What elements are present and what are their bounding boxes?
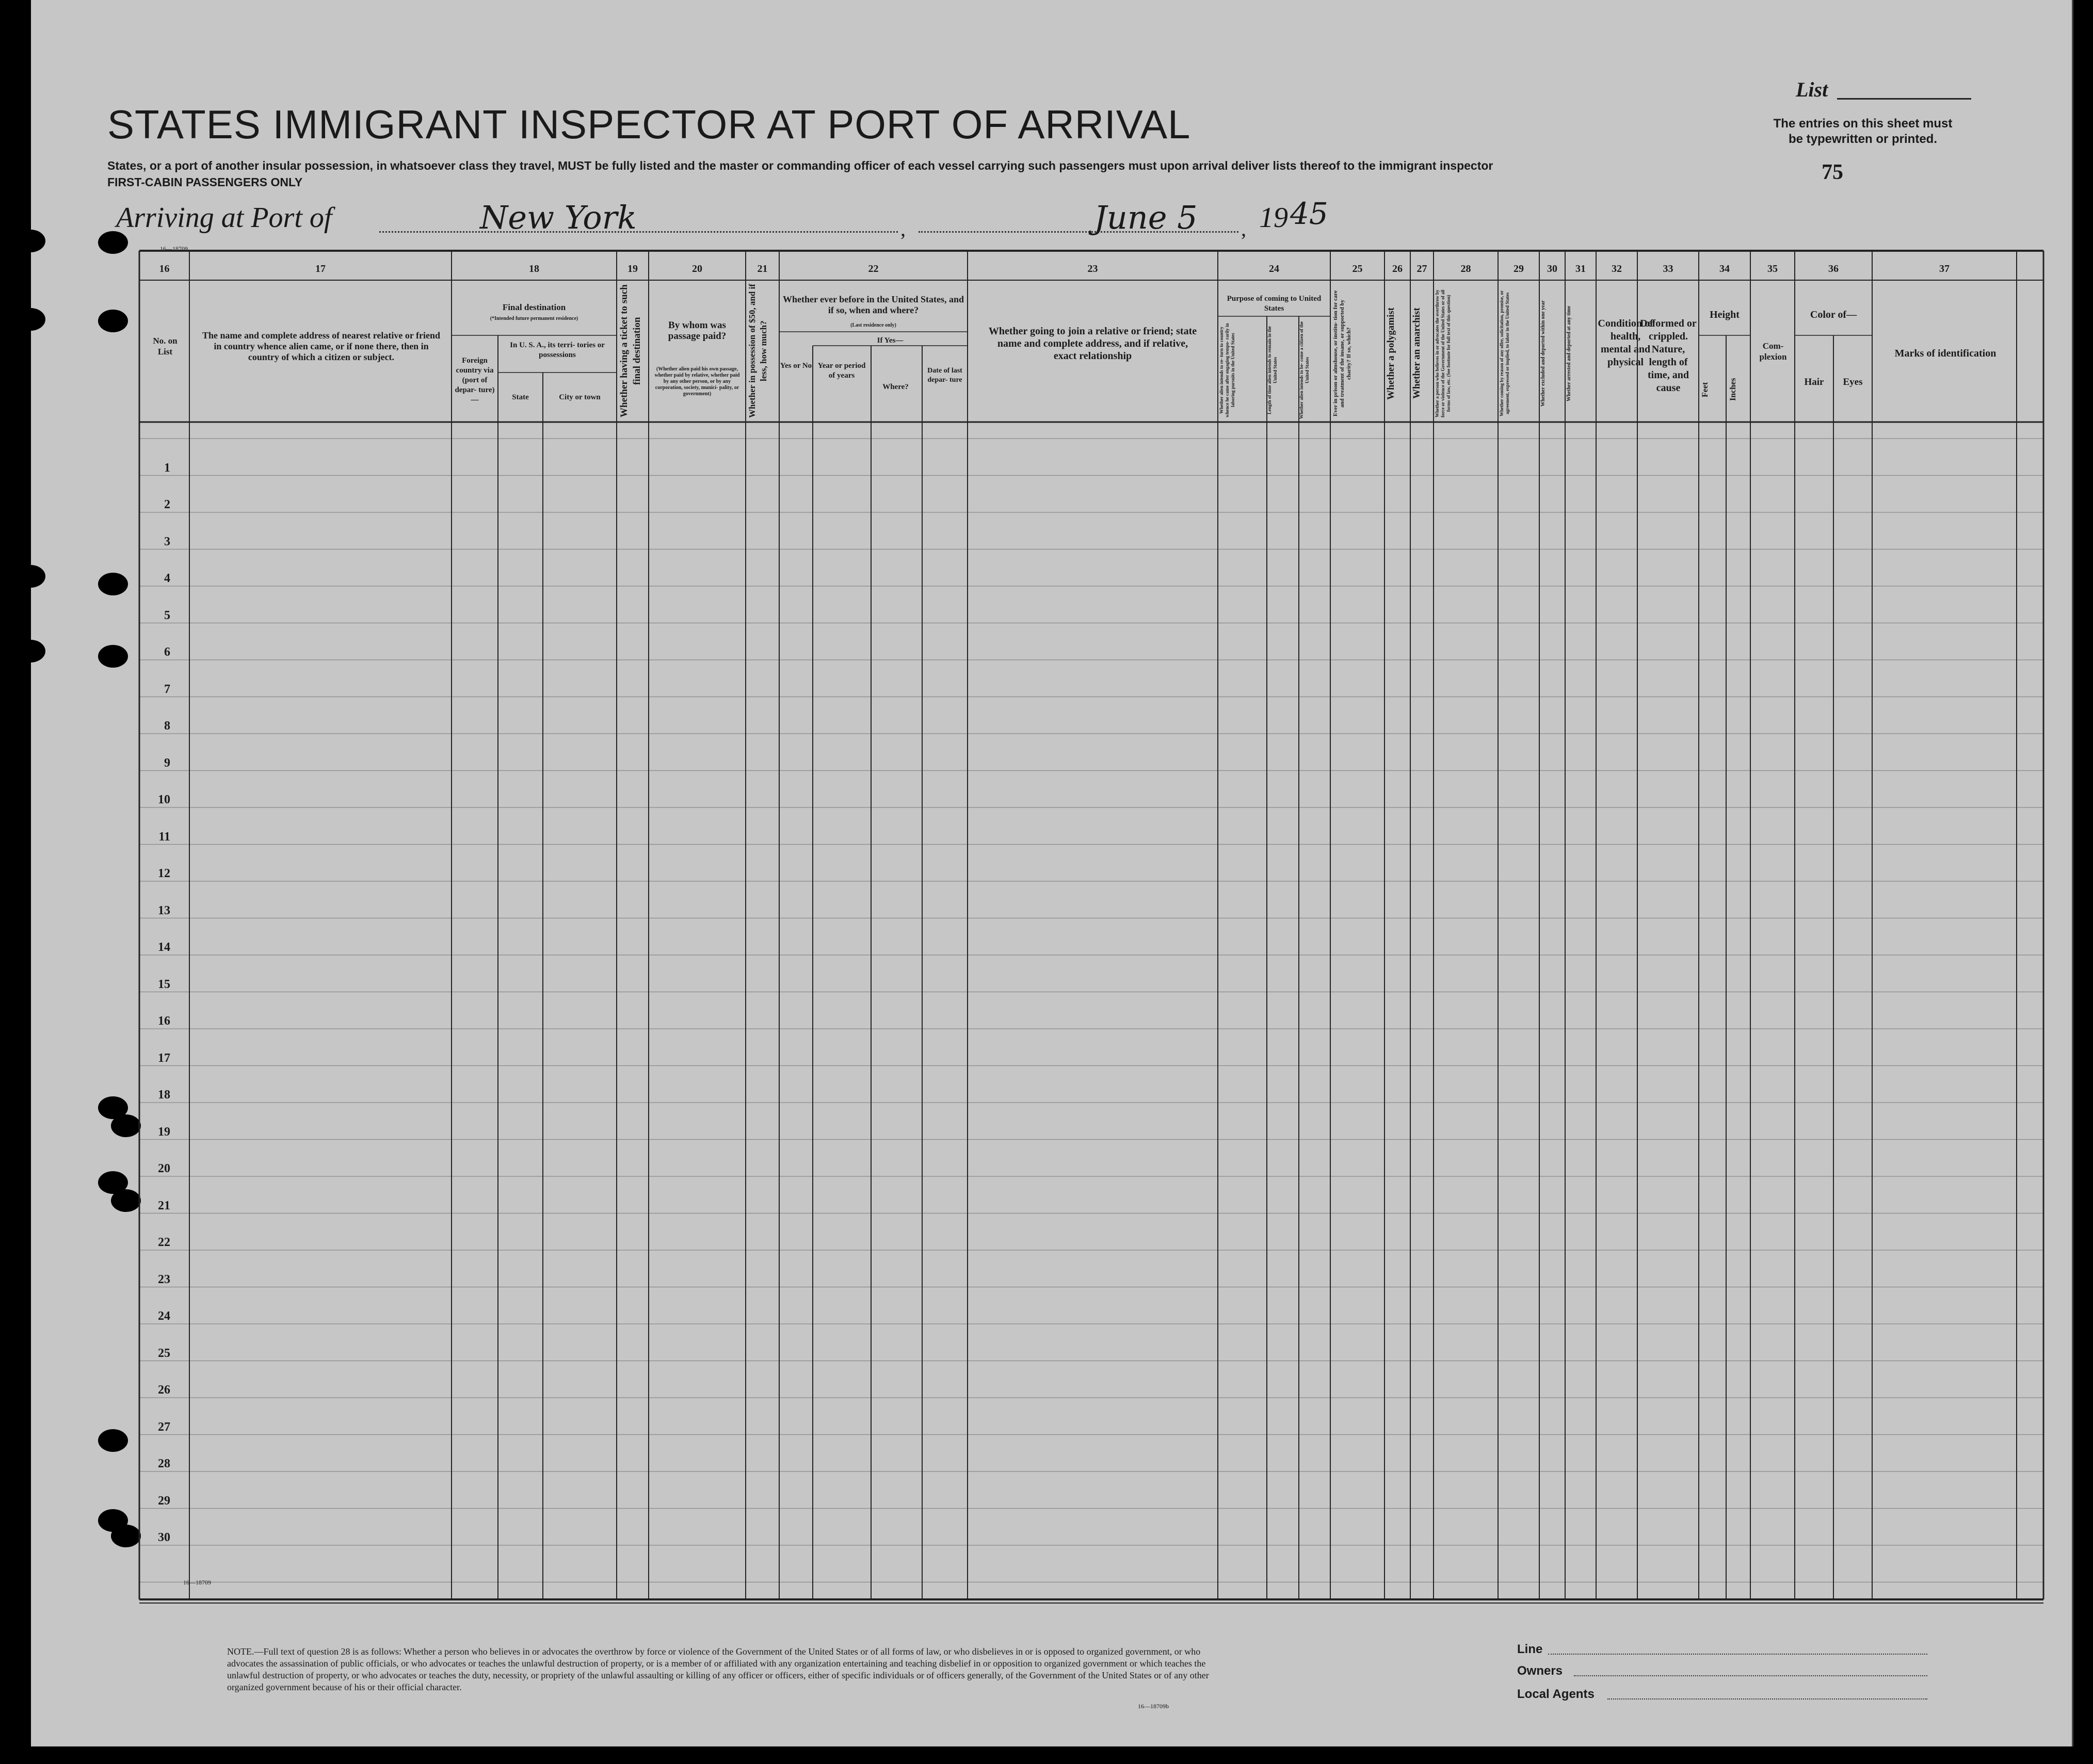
header-complexion: Com- plexion [1759,341,1787,362]
line-field [1548,1654,1927,1655]
question-28-note: NOTE.—Full text of question 28 is as follows: Whether a person who believes in or advocates the overthrow by force or violence of the Government of the United States or of all forms of law, or who disbelieves in or is opposed to organized government, or who advocates the assassination of public officials, or who advocates or teaches the unlawful destruction of property, or is a member of or affiliated with any organization entertaining and teaching disbelief in or opposition to organized government or which teaches the unlawful destruction of property, or who advocates or teaches the duty, necessity, or propriety of the unlawful assaulting or killing of any officer or officers, either of specific individuals or of officers generally, of the Government of the United States or of any other organized government because of his or their official character. [227,1646,1209,1692]
header-q28: Whether a person who believes in or advocates the overthrow by force or violence of the Government of the United States or of all forms of law, etc. (See footnote for full text of this question) [1435,289,1451,417]
form-number-top: 16—18709 [160,245,188,252]
row-number: 21 [158,1199,170,1212]
header-deformed: Deformed or crippled. Nature, length of time, and cause [1640,318,1697,394]
list-label: List [1796,78,1828,101]
owners-field [1574,1675,1927,1676]
row-number: 8 [164,719,170,733]
row-number: 19 [158,1125,170,1139]
header-purpose: Purpose of coming to United States [1227,295,1322,313]
date-value: June 5 [1094,199,1198,236]
row-number: 3 [164,535,170,548]
row-number: 22 [158,1236,170,1249]
header-color-of: Color of— [1810,309,1857,320]
row-number: 18 [158,1088,170,1102]
row-number: 11 [158,830,170,844]
header-ticket: Whether having a ticket to such final destination [619,284,642,418]
header-marks: Marks of identification [1894,348,1997,359]
row-number: 20 [158,1162,170,1175]
row-number: 16 [158,1014,170,1028]
header-passage-paid: By whom was passage paid? [668,320,727,342]
header-relative-address: The name and complete address of nearest relative or friend in country whence alien came, or if none there, then in country of which a citizen or subject. [202,330,441,362]
row-number: 29 [158,1494,170,1508]
header-possession-50: Whether in possession of $50, and if less, how much? [747,284,768,418]
row-number: 23 [158,1272,170,1286]
note-form-number: 16—18709b [1138,1703,1169,1710]
port-value: New York [480,199,637,236]
form-title: STATES IMMIGRANT INSPECTOR AT PORT OF ARRIVAL [107,102,1191,147]
row-number: 7 [164,682,170,696]
header-prison: Ever in prison or almshouse, or institu- tion for care and treatment of the insane, or supported by charity? If so, which? [1332,290,1352,417]
instruction-text: States, or a port of another insular possession, in whatsoever class they travel, MUST be fully listed and the master or commanding officer of each vessel carrying such passengers must upon arrival deliver lists thereof to the immigrant inspector [107,159,1493,172]
class-line: FIRST-CABIN PASSENGERS ONLY [107,175,303,189]
row-number: 4 [164,572,170,585]
row-number: 9 [164,756,170,770]
line-label: Line [1517,1642,1543,1656]
header-labor-offer: Whether coming by reason of any offer, solicitation, promise, or agreement, expressed or implied, to labor in the United States [1499,290,1510,417]
header-excluded: Whether excluded and deported within one year [1540,300,1546,407]
local-agents-label: Local Agents [1517,1687,1595,1701]
row-number: 30 [158,1531,170,1544]
row-number: 15 [158,977,170,991]
row-number: 28 [158,1457,170,1470]
row-number: 13 [158,903,170,917]
owners-label: Owners [1517,1664,1563,1678]
row-number: 27 [158,1420,170,1434]
header-arrested: Whether arrested and deported at any time [1566,305,1572,401]
header-polygamist: Whether a polygamist [1386,307,1396,400]
row-number: 26 [158,1383,170,1397]
header-ever-before: Whether ever before in the United States, and if so, when and where? [783,294,964,315]
header-join-relative: Whether going to join a relative or friend; state name and complete address, and if relative, exact relationship [988,326,1197,362]
local-agents-field [1607,1698,1927,1700]
row-number: 10 [158,793,170,806]
header-health: Condition of health, mental and physical [1598,318,1653,368]
form-number-bottom: 16—18709 [183,1579,211,1586]
row-number: 25 [158,1346,170,1360]
arriving-label: Arriving at Port of [116,202,332,234]
year-prefix: 19 [1259,202,1288,234]
header-no-on-list: No. on List [153,336,178,357]
row-number: 24 [158,1309,170,1323]
header-final-destination: Final destination [502,302,566,312]
row-number: 1 [164,461,170,475]
row-number: 2 [164,498,170,511]
row-number: 6 [164,645,170,659]
header-height: Height [1710,309,1740,320]
row-number: 17 [158,1051,170,1065]
row-number: 5 [164,608,170,622]
page-number: 75 [1822,160,1843,184]
year-value: 45 [1290,196,1328,231]
row-number: 14 [158,941,170,954]
row-number: 12 [158,867,170,880]
header-anarchist: Whether an anarchist [1411,308,1422,399]
sheet-note: The entries on this sheet must be typewritten or printed. [1773,117,1953,146]
